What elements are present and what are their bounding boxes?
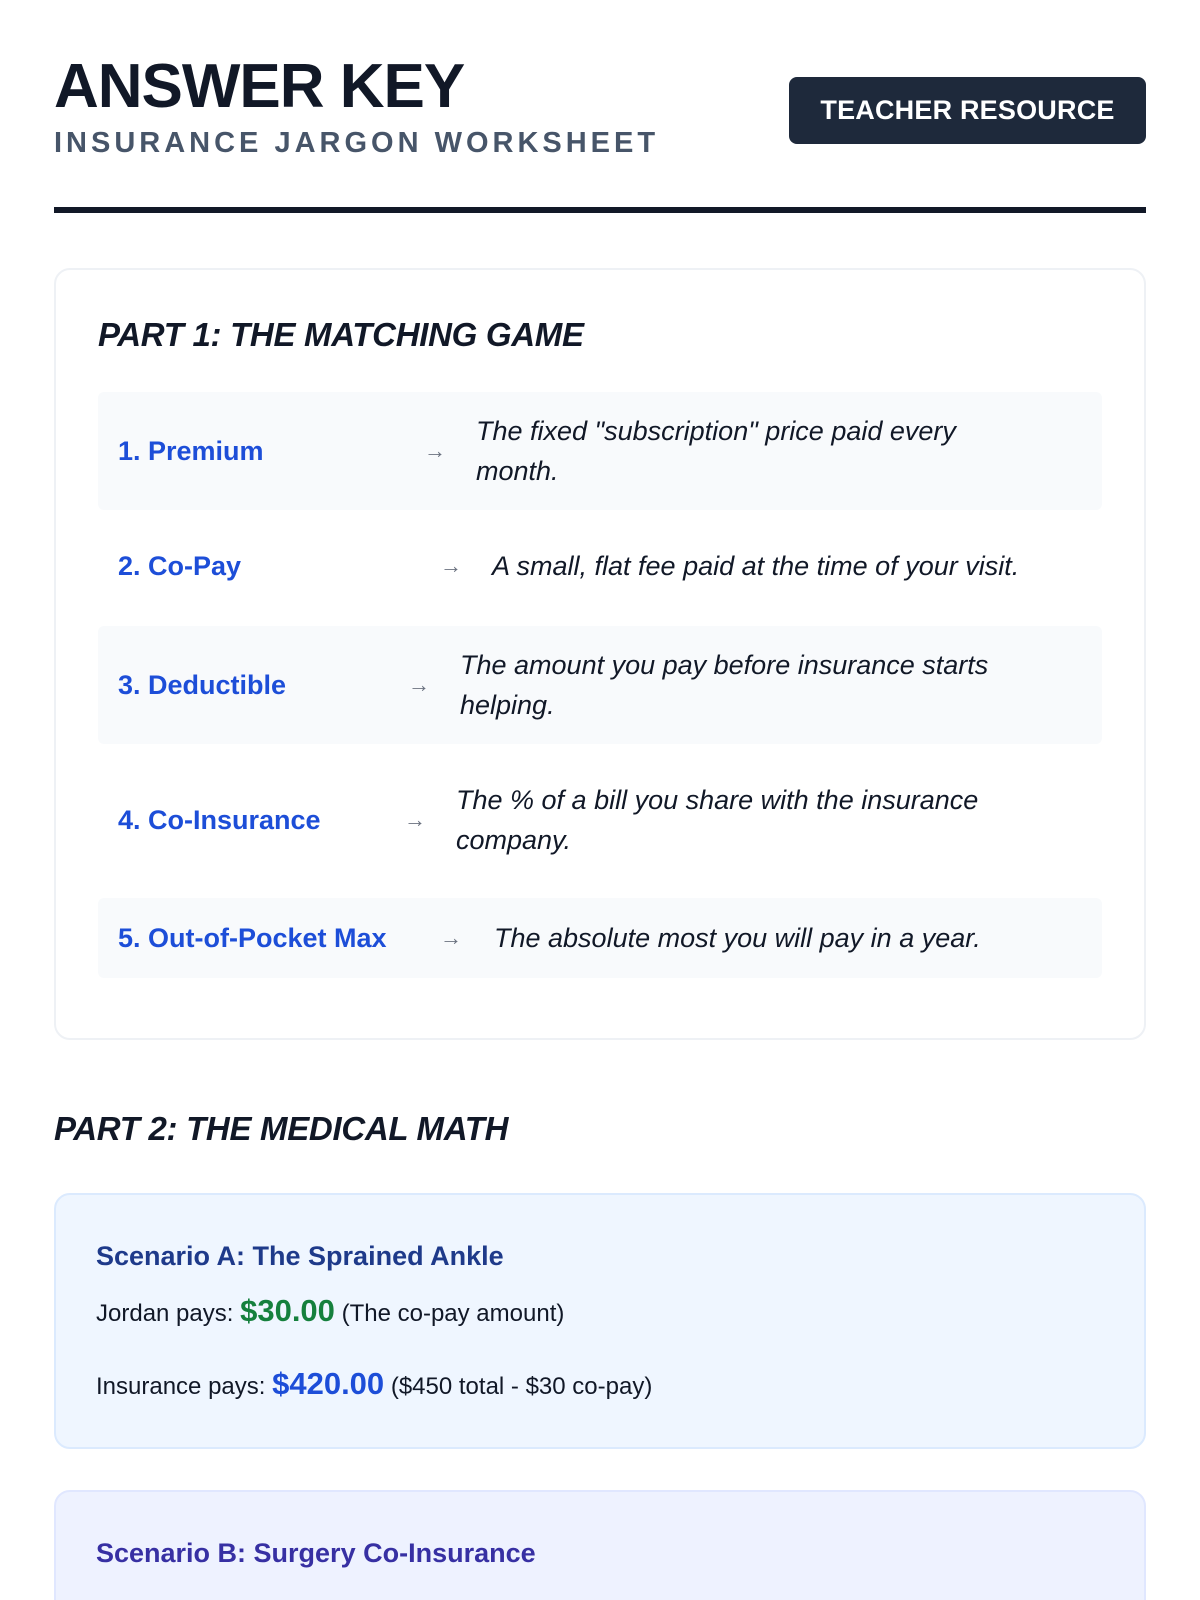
match-definition: The amount you pay before insurance starts helping. (460, 650, 989, 720)
matching-game-card (54, 268, 1146, 1040)
arrow-right-icon: → (440, 925, 462, 950)
match-row (98, 518, 1102, 614)
patient-payment-amount: $30.00 (240, 1293, 335, 1328)
match-definition: A small, flat fee paid at the time of your visit. (492, 551, 1020, 581)
header-divider (54, 207, 1146, 213)
arrow-right-icon: → (404, 807, 426, 832)
match-term: 1. Premium (118, 435, 264, 466)
match-row (98, 756, 1102, 884)
match-definition: The fixed "subscription" price paid every month. (476, 416, 956, 486)
scenario-a-card (54, 1193, 1146, 1449)
match-definition: The % of a bill you share with the insurance company. (456, 785, 979, 855)
page-subtitle: INSURANCE JARGON WORKSHEET (54, 127, 660, 159)
insurance-payment-note: ($450 total - $30 co-pay) (384, 1373, 653, 1400)
match-row (98, 898, 1102, 978)
arrow-right-icon: → (424, 438, 446, 463)
insurance-payment-amount: $420.00 (272, 1366, 385, 1401)
patient-payment-line (96, 1293, 564, 1329)
page-title: ANSWER KEY (54, 52, 465, 121)
match-term: 2. Co-Pay (118, 550, 242, 581)
match-term: 5. Out-of-Pocket Max (118, 922, 387, 953)
insurance-payment-line (96, 1366, 652, 1402)
teacher-resource-badge: TEACHER RESOURCE (789, 77, 1146, 144)
match-row (98, 626, 1102, 744)
match-term: 3. Deductible (118, 669, 287, 700)
scenario-b-title: Scenario B: Surgery Co-Insurance (96, 1538, 536, 1568)
match-term: 4. Co-Insurance (118, 804, 321, 835)
arrow-right-icon: → (408, 672, 430, 697)
patient-payment-note: (The co-pay amount) (334, 1300, 565, 1327)
match-row (98, 392, 1102, 510)
part2-heading: PART 2: THE MEDICAL MATH (54, 1110, 509, 1147)
scenario-b-card (54, 1490, 1146, 1600)
insurance-payment-label: Insurance pays: (96, 1373, 273, 1400)
patient-payment-label: Jordan pays: (96, 1300, 241, 1327)
scenario-a-title: Scenario A: The Sprained Ankle (96, 1241, 504, 1271)
part1-heading: PART 1: THE MATCHING GAME (98, 316, 584, 353)
match-definition: The absolute most you will pay in a year. (494, 923, 981, 953)
arrow-right-icon: → (440, 553, 462, 578)
page-header (54, 0, 1146, 214)
